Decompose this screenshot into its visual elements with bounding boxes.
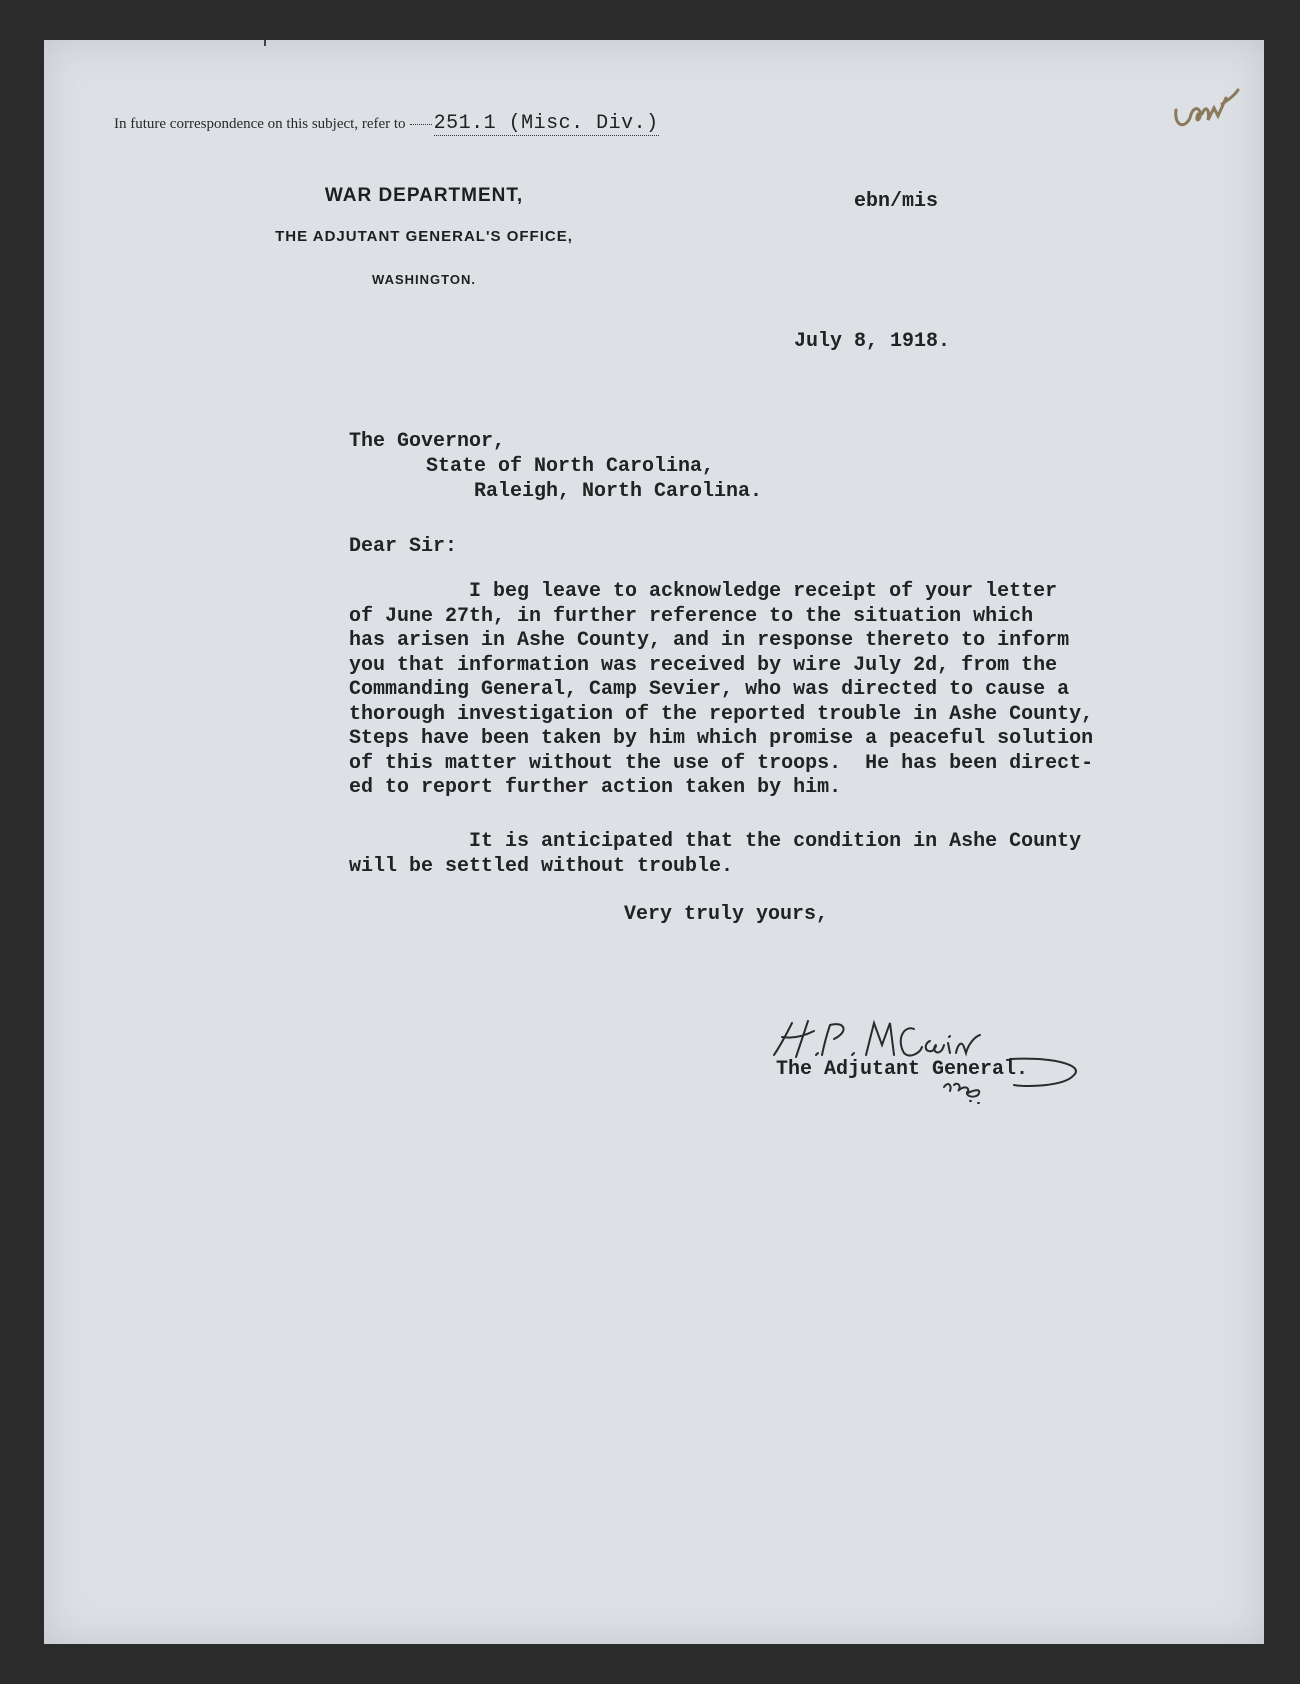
reference-line (114, 112, 659, 135)
body-paragraph-2: It is anticipated that the condition in Ashe County will be settled without trouble. (349, 830, 1082, 878)
typist-initials: ebn/mis (854, 190, 939, 213)
handwritten-initials-mark (1164, 80, 1244, 140)
address-line-1: The Governor, (349, 430, 506, 453)
reference-dots (410, 124, 432, 125)
reference-prefix: In future correspondence on this subject, refer to (114, 116, 406, 132)
reference-value: 251.1 (Misc. Div.) (433, 112, 659, 135)
city-heading: WASHINGTON. (372, 272, 476, 287)
office-heading: THE ADJUTANT GENERAL'S OFFICE, (275, 228, 573, 245)
salutation: Dear Sir: (349, 535, 458, 558)
letter-page (44, 40, 1264, 1644)
letter-date: July 8, 1918. (794, 330, 951, 353)
page-tick-mark (264, 40, 266, 46)
address-line-3: Raleigh, North Carolina. (474, 480, 763, 503)
signature-title: The Adjutant General. (776, 1058, 1029, 1081)
address-line-2: State of North Carolina, (426, 455, 715, 478)
body-paragraph-1: I beg leave to acknowledge receipt of your letter of June 27th, in further reference to the situation which has arisen in Ashe County, and in response thereto to inform you that information was received by wire July 2d, from the Commanding General, Camp Sevier, who was directed to cause a thorough investigation of the reported trouble in Ashe County, Steps have been taken by him which promise a peaceful solution of this matter without the use of troops. He has been direct- ed to report further action taken by him. (349, 580, 1094, 799)
closing: Very truly yours, (624, 903, 829, 926)
department-heading: WAR DEPARTMENT, (324, 185, 524, 206)
